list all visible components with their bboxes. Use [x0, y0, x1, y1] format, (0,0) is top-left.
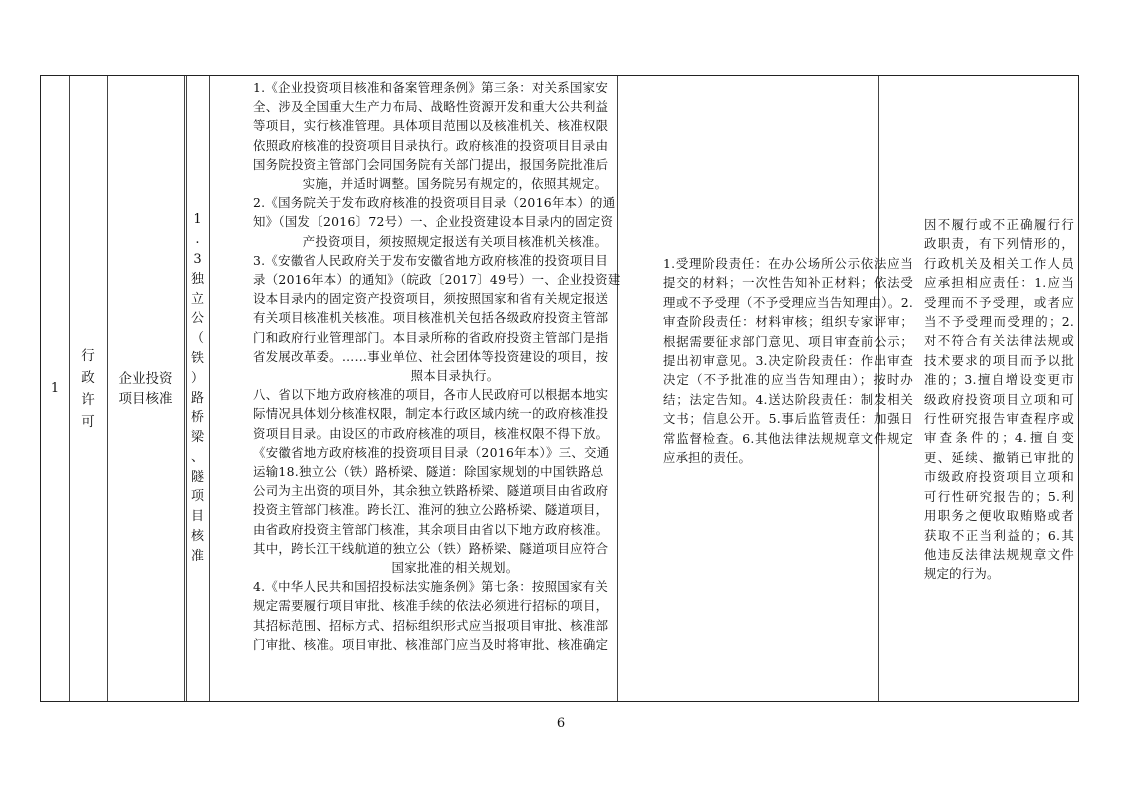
legal-basis-line: 门审批、核准。项目审批、核准部门应当及时将审批、核准确定: [253, 636, 609, 652]
responsibility-text: 1.受理阶段责任：在办公场所公示依法应当提交的材料；一次性告知补正材料；依法受理或不予受理（不予受理应当告知理由）。2.审查阶段责任：材料审核；组织专家评审；根据需要征求部门意见、项目审查前公示；提出初审意见。3.决定阶段责任：作出审查决定（不予批准的应当告知理由）；按时办结；法定告知。4.送达阶段责任：制发相关文书；信息公开。5.事后监管责任：加强日常监督检查。6.其他法律法规规章文件规定应承担的责任。: [663, 256, 913, 466]
legal-basis-line: 省发展改革委。……事业单位、社会团体等投资建设的项目，按: [253, 348, 609, 364]
subitem-char: 梁: [190, 430, 204, 446]
subitem-char: 1: [193, 212, 202, 228]
legal-basis-line: 运输18.独立公（铁）路桥梁、隧道：除国家规划的中国铁路总: [253, 464, 604, 480]
legal-basis-line: 公司为主出资的项目外，其余独立铁路桥梁、隧道项目由省政府: [253, 483, 609, 499]
legal-basis-line: 国家批准的相关规划。: [391, 560, 519, 576]
legal-basis-line: 国务院投资主管部门会同国务院有关部门提出，报国务院批准后: [253, 156, 609, 172]
subitem-char: 路: [190, 390, 204, 406]
subitem-char: 立: [190, 291, 204, 307]
subitem-char: 公: [190, 311, 204, 327]
subitem-char: 目: [190, 509, 204, 525]
category-text: [81, 345, 95, 433]
subitem-char: 铁: [190, 350, 204, 366]
legal-basis-line: 际情况具体划分核准权限，制定本行政区域内统一的政府核准投: [253, 406, 609, 422]
category-char: 行: [81, 347, 95, 364]
legal-basis-line: 门和政府行业管理部门。本目录所称的省政府投资主管部门是指: [253, 329, 609, 345]
subitem-char: 桥: [190, 410, 204, 426]
row-index-cell: [41, 76, 69, 701]
category-char: 许: [81, 391, 95, 408]
legal-basis-line: 4.《中华人民共和国招投标法实施条例》第七条：按照国家有关: [253, 579, 609, 595]
legal-basis-line: 2.《国务院关于发布政府核准的投资项目目录（2016年本）的通: [253, 195, 616, 211]
legal-basis-line: 照本目录执行。: [410, 368, 500, 384]
legal-basis-line: 1.《企业投资项目核准和备案管理条例》第三条：对关系国家安: [253, 80, 609, 95]
item-name: 企业投资项目核准: [118, 370, 173, 407]
liability-text: 因不履行或不正确履行行政职责，有下列情形的，行政机关及相关工作人员应承担相应责任：1.应当受理而不予受理，或者应当不予受理而受理的；2.对不符合有关法律法规或技术要求的项目而予以批准的；3.擅自增设变更市级政府投资项目立项和可行性研究报告审查程序或审查条件的；4.擅自变更、延续、撤销已审批的市级政府投资项目立项和可行性研究报告的；5.利用职务之便收取贿赂或者获取不正当利益的；6.其他违反法律法规规章文件规定的行为。: [924, 217, 1074, 582]
subitem-text: [191, 210, 204, 566]
legal-basis-line: 资项目目录。由设区的市政府核准的项目，核准权限不得下放。: [253, 425, 609, 441]
legal-basis-line: 设本目录内的固定资产投资项目，须按照国家和省有关规定报送: [253, 291, 609, 307]
legal-basis-line: 其中，跨长江干线航道的独立公（铁）路桥梁、隧道项目应符合: [253, 540, 609, 556]
subitem-char: 核: [190, 529, 204, 545]
subitem-char: ）: [190, 370, 204, 386]
legal-basis-line: 知》（国发〔2016〕72号）一、企业投资建设本目录内的固定资: [253, 214, 614, 230]
subitem-char: 独: [190, 271, 204, 287]
legal-basis-line: 实施，并适时调整。国务院另有规定的，依照其规定。: [302, 176, 608, 192]
legal-basis-line: 其招标范围、招标方式、招标组织形式应当报项目审批、核准部: [253, 617, 609, 633]
legal-basis-line: 八、省以下地方政府核准的项目，各市人民政府可以根据本地实: [253, 387, 609, 403]
subitem-char: 3: [193, 251, 202, 267]
legal-basis-line: 全、涉及全国重大生产力布局、战略性资源开发和重大公共利益: [253, 99, 609, 115]
subitem-char: 项: [190, 489, 204, 505]
subitem-cell: [186, 76, 209, 701]
column-divider: [209, 76, 210, 701]
legal-basis-line: 有关项目核准机关核准。项目核准机关包括各级政府投资主管部: [253, 310, 609, 326]
legal-basis-line: 规定需要履行项目审批、核准手续的依法必须进行招标的项目，: [253, 598, 609, 614]
legal-basis-line: 3.《安徽省人民政府关于发布安徽省地方政府核准的投资项目目: [253, 252, 609, 268]
legal-basis-line: 《安徽省地方政府核准的投资项目目录（2016年本）》三、交通: [253, 444, 610, 460]
legal-basis-line: 等项目，实行核准管理。具体项目范围以及核准机关、核准权限: [253, 118, 609, 134]
legal-basis-line: 由省政府投资主管部门核准，其余项目由省以下地方政府核准。: [253, 521, 609, 537]
column-divider: [184, 76, 185, 701]
power-list-table: [40, 75, 1079, 702]
category-char: 可: [81, 413, 95, 430]
legal-basis-line: 依照政府核准的投资项目目录执行。政府核准的投资项目目录由: [253, 137, 609, 153]
subitem-char: 准: [190, 548, 204, 564]
legal-basis-text: [253, 78, 657, 701]
item-name-cell: [107, 76, 184, 701]
legal-basis-line: 投资主管部门核准。跨长江、淮河的独立公路桥梁、隧道项目，: [253, 502, 609, 518]
category-char: 政: [81, 369, 95, 386]
subitem-char: 隧: [190, 469, 204, 485]
category-cell: [69, 76, 107, 701]
subitem-char: .: [195, 232, 200, 248]
row-index: 1: [50, 381, 60, 396]
legal-basis-line: 产投资项目，须按照规定报送有关项目核准机关核准。: [302, 233, 608, 249]
legal-basis-line: 录（2016年本）的通知》（皖政〔2017〕49号）一、企业投资建: [253, 272, 621, 288]
subitem-char: （: [190, 331, 204, 347]
page-number: 6: [556, 716, 566, 731]
subitem-char: 、: [190, 449, 204, 465]
